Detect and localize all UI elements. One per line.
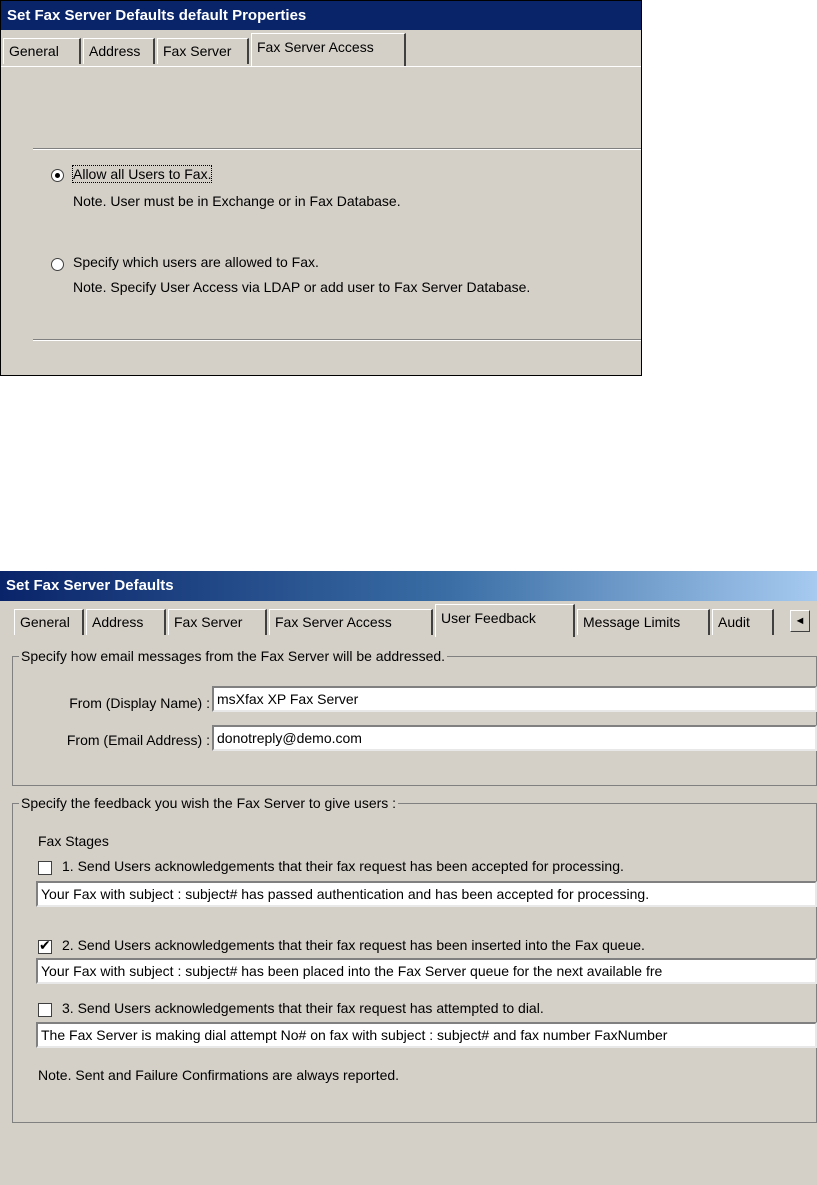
- stage-2-checkbox[interactable]: [38, 940, 52, 954]
- tab-divider: [1, 66, 641, 67]
- tab-user-feedback[interactable]: User Feedback: [435, 604, 575, 637]
- tab-fax-server-access[interactable]: Fax Server Access: [251, 33, 406, 66]
- tab-fax-server[interactable]: Fax Server: [168, 609, 267, 635]
- stage-3-label[interactable]: 3. Send Users acknowledgements that their fax request has attempted to dial.: [62, 1000, 544, 1016]
- display-name-input[interactable]: msXfax XP Fax Server: [212, 686, 817, 712]
- fax-stages-label: Fax Stages: [38, 833, 109, 849]
- fax-server-defaults-window: [0, 571, 817, 1185]
- tab-general[interactable]: General: [14, 609, 84, 635]
- stage-1-checkbox[interactable]: [38, 861, 52, 875]
- stage-2-message-input[interactable]: Your Fax with subject : subject# has been placed into the Fax Server queue for the next available fre: [36, 958, 817, 984]
- confirmations-note: Note. Sent and Failure Confirmations are always reported.: [38, 1067, 400, 1083]
- tab-message-limits[interactable]: Message Limits: [577, 609, 710, 635]
- fax-server-defaults-properties-window: [0, 0, 642, 376]
- tab-strip: [1, 30, 641, 66]
- stage-1-label[interactable]: 1. Send Users acknowledgements that their fax request has been accepted for processing.: [62, 858, 624, 874]
- window-title: Set Fax Server Defaults default Properties: [1, 1, 641, 30]
- allow-all-users-radio[interactable]: [51, 169, 64, 182]
- tab-address[interactable]: Address: [86, 609, 166, 635]
- tab-fax-server[interactable]: Fax Server: [157, 38, 249, 64]
- email-address-label: From (Email Address) :: [66, 732, 210, 748]
- radio-selected-dot: [55, 173, 60, 178]
- allow-all-users-label[interactable]: Allow all Users to Fax.: [73, 166, 212, 182]
- tab-scroll-left-button[interactable]: [790, 610, 810, 632]
- feedback-group-title: Specify the feedback you wish the Fax Server to give users :: [21, 795, 397, 811]
- allow-all-users-note: Note. User must be in Exchange or in Fax Database.: [73, 193, 401, 209]
- tab-strip: [0, 601, 817, 637]
- stage-3-checkbox[interactable]: [38, 1003, 52, 1017]
- tab-address[interactable]: Address: [83, 38, 155, 64]
- addressing-group: [12, 648, 817, 786]
- specify-users-radio[interactable]: [51, 258, 64, 271]
- check-mark-icon: ✔: [39, 938, 51, 954]
- specify-users-label[interactable]: Specify which users are allowed to Fax.: [73, 254, 319, 270]
- email-address-input[interactable]: donotreply@demo.com: [212, 725, 817, 751]
- specify-users-note: Note. Specify User Access via LDAP or add user to Fax Server Database.: [73, 279, 531, 295]
- tab-general[interactable]: General: [3, 38, 81, 64]
- addressing-group-title: Specify how email messages from the Fax Server will be addressed.: [21, 648, 446, 664]
- bottom-separator: [33, 339, 641, 341]
- tab-audit[interactable]: Audit: [712, 609, 774, 635]
- arrow-left-icon: ◄: [794, 615, 806, 627]
- display-name-label: From (Display Name) :: [69, 695, 210, 711]
- stage-2-label[interactable]: 2. Send Users acknowledgements that their fax request has been inserted into the Fax queue.: [62, 937, 645, 953]
- stage-1-message-input[interactable]: Your Fax with subject : subject# has passed authentication and has been accepted for processing.: [36, 881, 817, 907]
- tab-fax-server-access[interactable]: Fax Server Access: [269, 609, 433, 635]
- stage-3-message-input[interactable]: The Fax Server is making dial attempt No# on fax with subject : subject# and fax number FaxNumber: [36, 1022, 817, 1048]
- window-title: Set Fax Server Defaults: [0, 571, 817, 601]
- top-separator: [33, 148, 641, 150]
